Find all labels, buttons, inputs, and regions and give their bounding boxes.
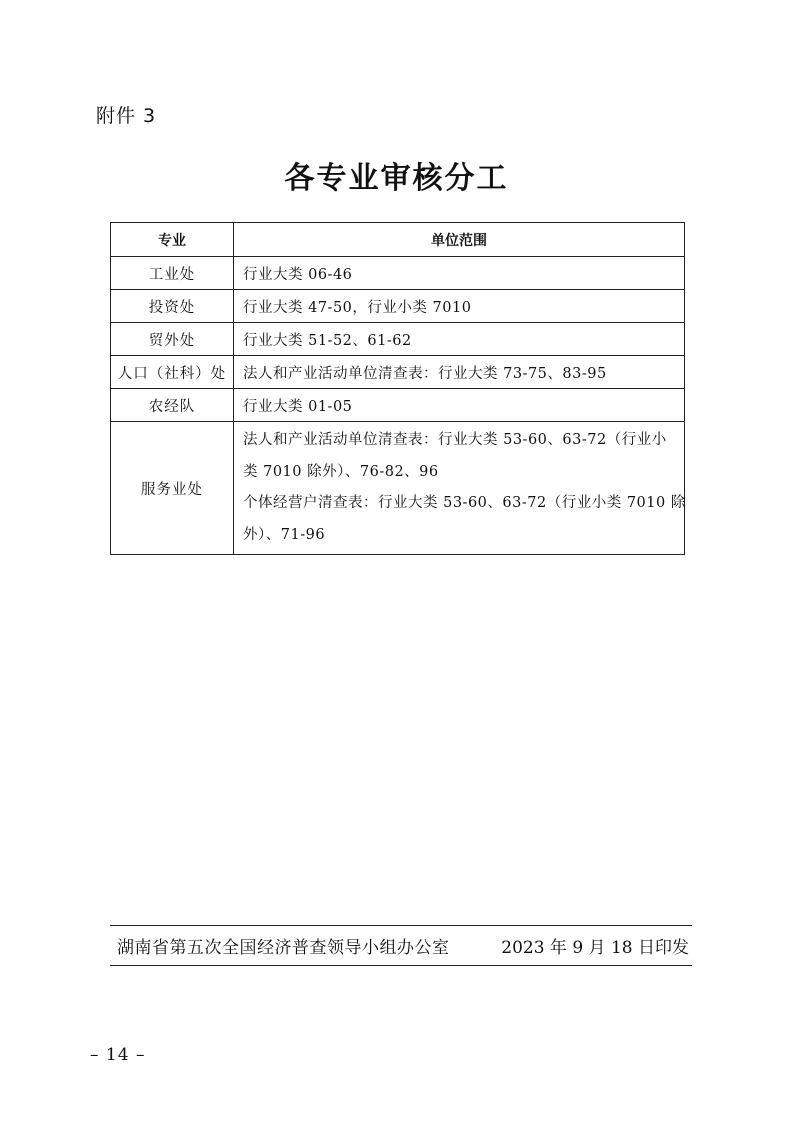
department-cell: 人口（社科）处 — [111, 356, 234, 389]
page-number: – 14 – — [90, 1045, 146, 1065]
scope-cell: 行业大类 01-05 — [234, 389, 685, 422]
scope-cell: 法人和产业活动单位清查表：行业大类 73-75、83-95 — [234, 356, 685, 389]
division-table — [110, 222, 685, 555]
department-cell: 投资处 — [111, 290, 234, 323]
department-cell: 贸外处 — [111, 323, 234, 356]
scope-cell: 行业大类 47-50，行业小类 7010 — [234, 290, 685, 323]
table-row — [111, 422, 685, 555]
table-row — [111, 257, 685, 290]
department-cell: 服务业处 — [111, 422, 234, 555]
table-row — [111, 356, 685, 389]
table-row — [111, 290, 685, 323]
scope-cell — [234, 422, 685, 555]
issuing-office: 湖南省第五次全国经济普查领导小组办公室 — [117, 938, 450, 958]
department-cell: 农经队 — [111, 389, 234, 422]
document-title: 各专业审核分工 — [284, 161, 509, 196]
scope-line: 法人和产业活动单位清查表：行业大类 53-60、63-72（行业小 — [243, 432, 667, 448]
footer-bottom-rule — [110, 965, 692, 966]
header-department: 专业 — [111, 223, 234, 257]
header-scope: 单位范围 — [234, 223, 685, 257]
scope-cell: 行业大类 06-46 — [234, 257, 685, 290]
scope-line: 外）、71-96 — [243, 526, 326, 543]
attachment-label: 附件 3 — [96, 105, 157, 127]
footer-top-rule — [110, 925, 692, 926]
scope-line: 个体经营户清查表：行业大类 53-60、63-72（行业小类 7010 除 — [243, 495, 686, 511]
table-header-row — [111, 223, 685, 257]
department-cell: 工业处 — [111, 257, 234, 290]
table-row — [111, 323, 685, 356]
table-row — [111, 389, 685, 422]
scope-cell: 行业大类 51-52、61-62 — [234, 323, 685, 356]
scope-line: 类 7010 除外）、76-82、96 — [243, 463, 439, 480]
issue-date: 2023 年 9 月 18 日印发 — [501, 938, 689, 958]
